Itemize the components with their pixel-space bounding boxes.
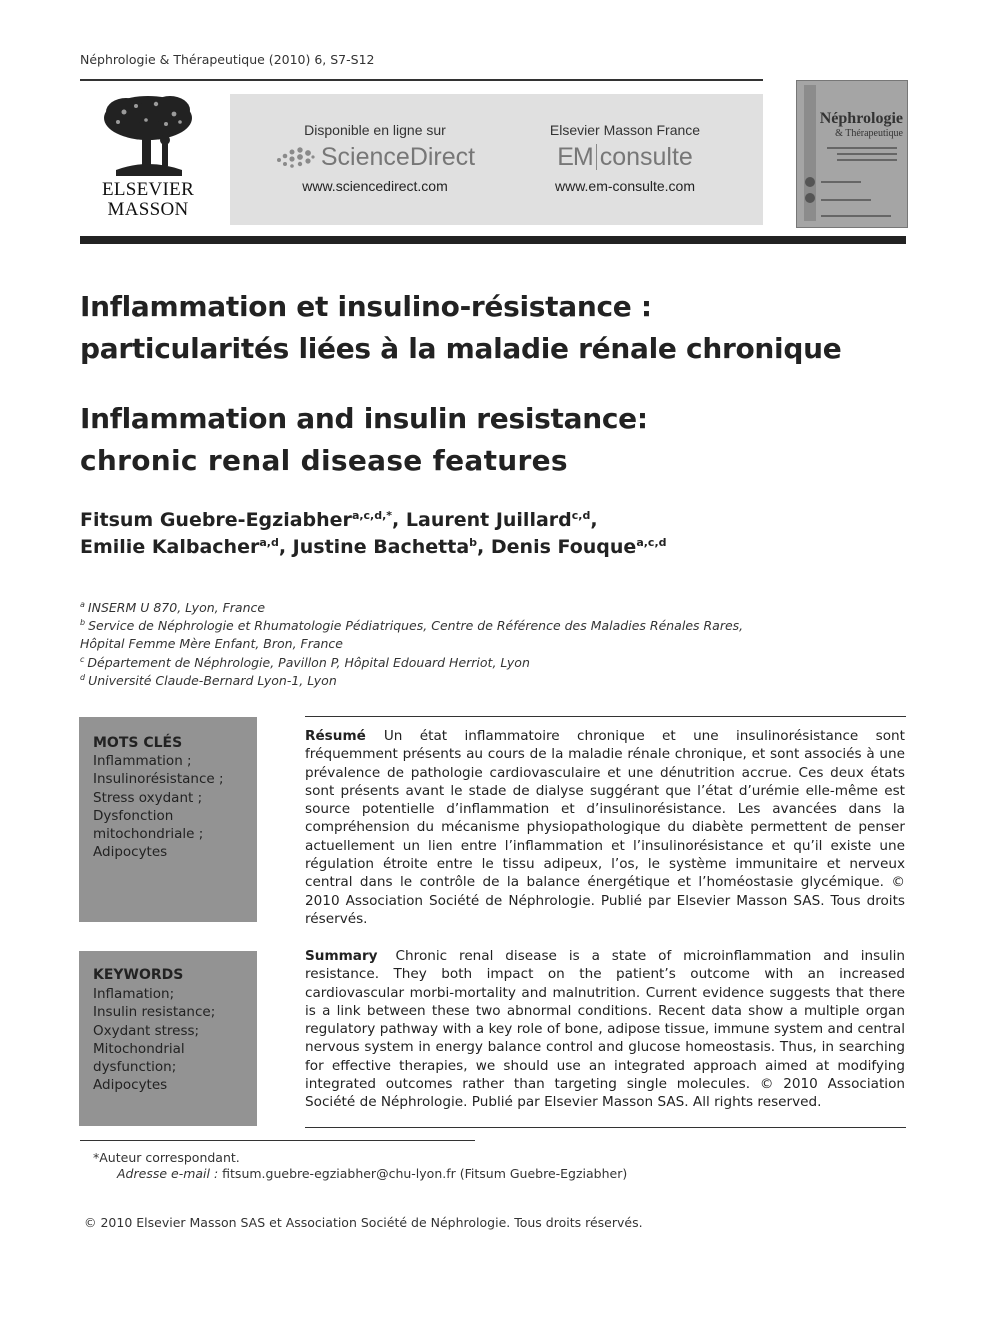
online-availability-banner — [230, 94, 763, 225]
cover-text-line — [837, 159, 897, 161]
keywords-fr-list — [93, 752, 224, 862]
header-rule — [80, 79, 763, 81]
author-sep: , — [477, 536, 491, 558]
keywords-en-list — [93, 985, 215, 1095]
affiliation-text: Département de Néphrologie, Pavillon P, Hôpital Edouard Herriot, Lyon — [87, 655, 530, 670]
emconsulte-block[interactable] — [500, 94, 750, 194]
wordmark-line1: ELSEVIER — [101, 179, 195, 200]
author-sep: , — [278, 536, 293, 558]
author-sep: , — [590, 509, 598, 531]
journal-reference: Néphrologie & Thérapeutique (2010) 6, S7-S12 — [80, 52, 375, 67]
emconsulte-caption: Elsevier Masson France — [549, 122, 701, 138]
emconsulte-brand — [500, 142, 750, 172]
email-link[interactable]: fitsum.guebre-egziabher@chu-lyon.fr (Fitsum Guebre-Egziabher) — [222, 1166, 628, 1181]
keyword-item: Inflamation; — [93, 986, 175, 1002]
keyword-item: Oxydant stress; — [93, 1022, 200, 1039]
author-name: Denis Fouque — [490, 536, 637, 558]
cover-text-line — [821, 215, 891, 217]
sciencedirect-name: ScienceDirect — [320, 142, 476, 171]
author-sup: c,d — [571, 509, 591, 522]
footnote-rule — [80, 1140, 475, 1141]
keyword-item: Inflammation ; — [93, 753, 192, 769]
cover-subtitle: & Thérapeutique — [835, 128, 903, 139]
author-name: Emilie Kalbacher — [80, 536, 260, 558]
author-name: Laurent Juillard — [405, 509, 572, 531]
keyword-item: Dysfonction — [93, 807, 174, 824]
keywords-en-title: KEYWORDS — [93, 967, 184, 983]
abstract-rule-top — [305, 716, 906, 717]
author-sup: b — [469, 536, 478, 549]
sciencedirect-caption: Disponible en ligne sur — [304, 122, 446, 138]
author-sup: a,c,d,* — [351, 509, 393, 522]
keyword-item: mitochondriale ; — [93, 826, 204, 843]
cover-text-line — [827, 147, 897, 149]
keyword-item: Adipocytes — [93, 844, 168, 861]
affiliation-text: Hôpital Femme Mère Enfant, Bron, France — [80, 636, 343, 651]
cover-text-line — [837, 153, 897, 155]
summary-heading: Summary — [305, 948, 378, 964]
author-line1 — [80, 509, 598, 531]
cover-badge-icon — [805, 193, 815, 203]
affiliation-text: Université Claude-Bernard Lyon-1, Lyon — [88, 673, 337, 688]
affiliation-sup: d — [80, 673, 86, 682]
resume-abstract — [305, 727, 905, 928]
elsevier-masson-logo — [92, 92, 204, 228]
copyright-line: © 2010 Elsevier Masson SAS et Association Société de Néphrologie. Tous droits réservés. — [84, 1215, 643, 1230]
affiliation — [80, 655, 530, 670]
wordmark-line2: MASSON — [107, 199, 189, 220]
affiliation — [80, 618, 743, 633]
sciencedirect-brand — [250, 142, 500, 172]
email-label: Adresse e-mail : — [117, 1166, 219, 1181]
affiliation-sup: b — [80, 618, 86, 627]
emconsulte-brand-left: EM — [557, 142, 593, 171]
affiliation — [80, 673, 337, 688]
keyword-item: Insulin resistance; — [93, 1004, 216, 1021]
title-en-line1: Inflammation and insulin resistance: — [80, 402, 648, 435]
affiliation-sup: c — [80, 655, 85, 664]
affiliation-text: Service de Néphrologie et Rhumatologie Pédiatriques, Centre de Référence des Maladies Rénales Rares, — [88, 618, 744, 633]
keyword-item: dysfunction; — [93, 1059, 177, 1076]
affiliation — [80, 636, 343, 651]
author-sup: a,d — [259, 536, 279, 549]
keywords-fr-box — [79, 717, 257, 922]
author-sup: a,c,d — [636, 536, 667, 549]
cover-text-line — [821, 181, 861, 183]
keyword-item: Adipocytes — [93, 1077, 168, 1094]
abstract-rule-bottom — [305, 1127, 906, 1128]
elsevier-tree-icon — [96, 92, 200, 178]
author-name: Fitsum Guebre-Egziabher — [80, 509, 352, 531]
journal-cover-thumbnail — [796, 80, 908, 228]
header-bar — [80, 236, 906, 244]
emconsulte-brand-right: consulte — [599, 142, 693, 171]
affiliation-text: INSERM U 870, Lyon, France — [87, 600, 266, 615]
keyword-item: Stress oxydant ; — [93, 789, 203, 806]
resume-heading: Résumé — [305, 728, 366, 744]
sciencedirect-url[interactable]: www.sciencedirect.com — [302, 178, 448, 194]
email-note — [117, 1166, 627, 1181]
title-fr-line1: Inflammation et insulino-résistance : — [80, 290, 652, 323]
author-name: Justine Bachetta — [292, 536, 470, 558]
emconsulte-separator — [596, 144, 597, 170]
keyword-item: Mitochondrial — [93, 1040, 185, 1057]
cover-text-line — [821, 199, 871, 201]
sciencedirect-dots-icon — [275, 144, 315, 170]
summary-text: Chronic renal disease is a state of microinflammation and insulin resistance. They both impact on the patient’s outcome with an increased cardiovascular morbi-mortality and malnutrition. Current evidence suggests that there is a link between these two abnormal conditions. Recent data show a multiple organ regulatory pathway with a key role of bone, adipose tissue, immune system and central nervous system in energy balance control and glucose homeostasis. Thus, in searching for effective therapies, we should use an integrated approach aimed at modifying integrated outcomes rather than targeting single molecules. © 2010 Association Société de Néphrologie. Publié par Elsevier Masson SAS. All rights reserved. — [305, 948, 905, 1111]
author-line2 — [80, 536, 667, 558]
corresponding-author-note: *Auteur correspondant. — [93, 1150, 240, 1165]
title-en-line2: chronic renal disease features — [80, 444, 568, 477]
title-fr-line2: particularités liées à la maladie rénale chronique — [80, 332, 842, 365]
elsevier-wordmark — [92, 180, 204, 220]
author-sep: , — [392, 509, 406, 531]
emconsulte-url[interactable]: www.em-consulte.com — [554, 178, 696, 194]
summary-abstract — [305, 947, 905, 1112]
cover-title: Néphrologie — [819, 110, 903, 127]
resume-text: Un état inflammatoire chronique et une insulinorésistance sont fréquemment présents au cours de la maladie rénale chronique, et sont associés à une prévalence de pathologie cardiovasculaire et une dénutrition accrue. Ces deux états sont présents avant le stade de dialyse suggérant que l’état d’urémie elle-même est source potentielle d’inflammation et d’insulinorésistance. Les avancées dans la compréhension du mécanisme physiopathologique du diabète permettent de penser actuellement un lien entre l’inflammation et l’insulinorésistance et qu’il existe une régulation étroite entre le tissu adipeux, l’os, le système immunitaire et nerveux central dans le contrôle de la balance énergétique et l’homéostasie glycémique. © 2010 Association Société de Néphrologie. Publié par Elsevier Masson SAS. Tous droits réservés. — [305, 728, 905, 927]
sciencedirect-block[interactable] — [250, 94, 500, 194]
keyword-item: Insulinorésistance ; — [93, 771, 224, 788]
keywords-fr-title: MOTS CLÉS — [93, 735, 183, 751]
affiliation-sup: a — [80, 600, 85, 609]
cover-badge-icon — [805, 177, 815, 187]
affiliation — [80, 600, 265, 615]
keywords-en-box — [79, 951, 257, 1126]
